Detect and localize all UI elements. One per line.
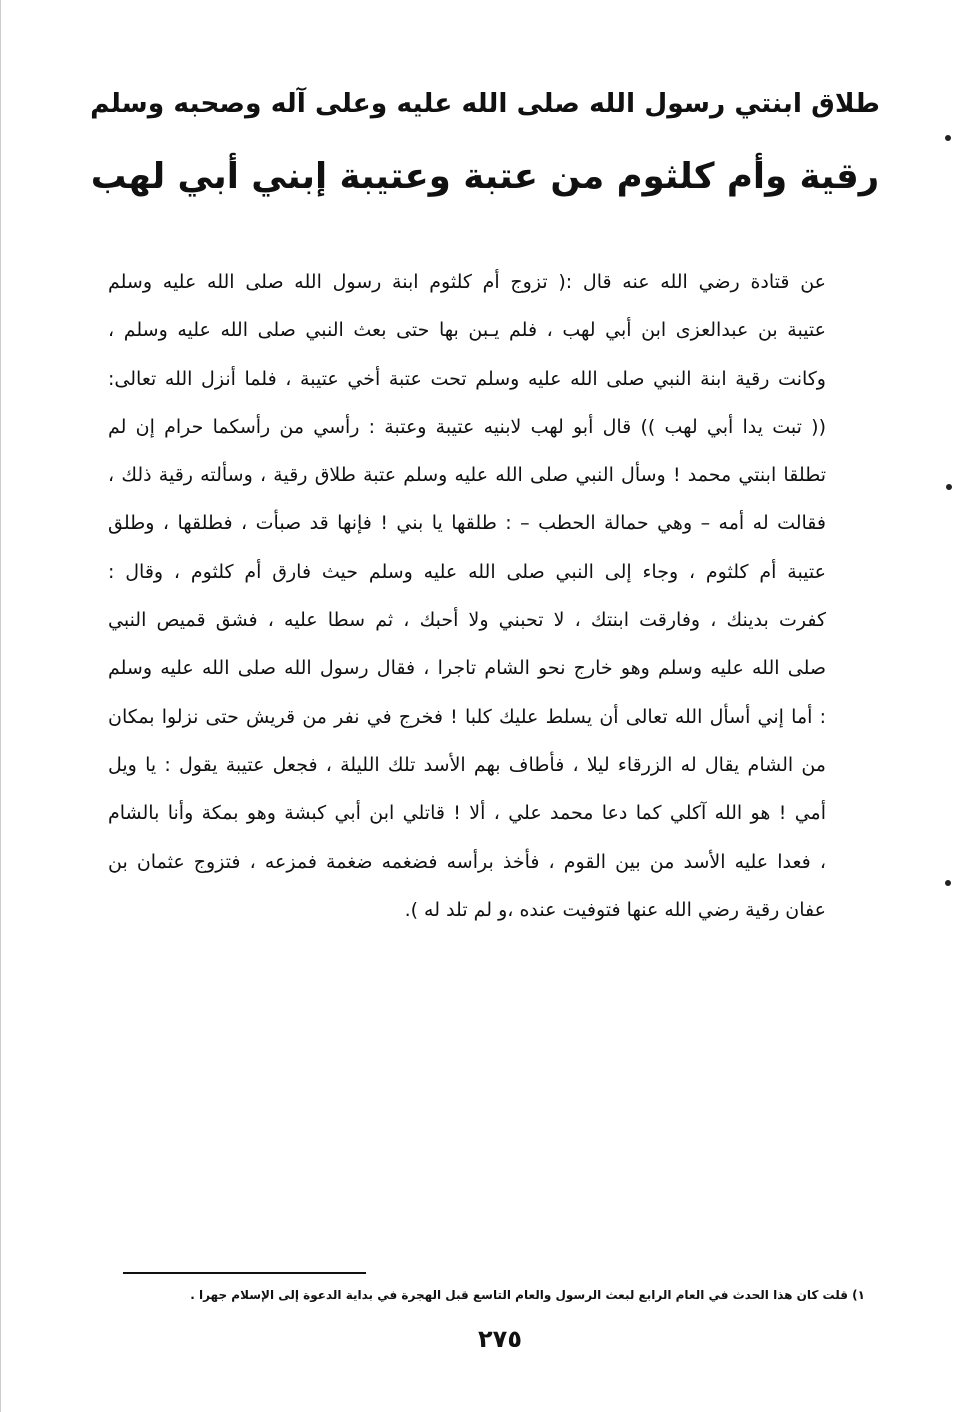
footnote: ١) قلت كان هذا الحدث في العام الرابع لبعث الرسول والعام التاسع قبل الهجرة في بداية الدعوة إلى الإسلام جهرا .	[190, 1288, 865, 1302]
body-line: من الشام يقال له الزرقاء ليلا ، فأطاف بهم الأسد تلك الليلة ، فجعل عتيبة يقول : يا ويل	[108, 753, 826, 776]
binding-hole-mark	[945, 135, 951, 141]
page-number: ٢٧٥	[478, 1325, 522, 1353]
chapter-title-line-1: طلاق ابنتي رسول الله صلى الله عليه وعلى آله وصحبه وسلم	[90, 88, 880, 119]
body-line: صلى الله عليه وسلم وهو خارج نحو الشام تاجرا ، فقال رسول الله صلى الله عليه وسلم	[108, 657, 826, 680]
body-line: أمي ! هو الله آكلي كما دعا محمد علي ، ألا ! قاتلي ابن أبي كبشة وهو بمكة وأنا بالشام	[108, 802, 826, 825]
body-line: : أما إني أسأل الله تعالى أن يسلط عليك كلبا ! فخرج في نفر من قريش حتى نزلوا بمكان	[108, 705, 826, 728]
binding-hole-mark	[945, 880, 951, 886]
footnote-separator	[123, 1272, 366, 1274]
chapter-title-line-2: رقية وأم كلثوم من عتبة وعتيبة إبني أبي لهب	[90, 156, 880, 197]
body-line: عن قتادة رضي الله عنه قال :( تزوج أم كلثوم ابنة رسول الله صلى الله عليه وسلم	[108, 271, 826, 293]
binding-hole-mark	[946, 484, 952, 490]
body-line: عتيبة بن عبدالعزى ابن أبي لهب ، فلم يـبن بها حتى بعث النبي صلى الله عليه وسلم ،	[108, 319, 826, 342]
body-line: عفان رقية رضي الله عنها فتوفيت عنده ،و لم تلد له ).	[404, 898, 826, 921]
body-line: (( تبت يدا أبي لهب )) قال أبو لهب لابنيه عتيبة وعتبة : رأسي من رأسكما حرام إن لم	[108, 415, 826, 438]
body-line: عتيبة أم كلثوم ، وجاء إلى النبي صلى الله عليه وسلم حيث فارق أم كلثوم ، وقال :	[108, 560, 826, 583]
scan-edge	[0, 0, 1, 1412]
body-line: وكانت رقية ابنة النبي صلى الله عليه وسلم تحت عتبة أخي عتيبة ، فلما أنزل الله تعالى:	[108, 367, 826, 390]
body-line: فقالت له أمه – وهي حمالة الحطب – : طلقها يا بني ! فإنها قد صبأت ، فطلقها ، وطلق	[108, 512, 826, 535]
body-line: كفرت بدينك ، وفارقت ابنتك ، لا تحبني ولا أحبك ، ثم سطا عليه ، فشق قميص النبي	[108, 609, 826, 632]
body-line: ، فعدا عليه الأسد من بين القوم ، فأخذ برأسه فضغمه ضغمة فمزعه ، فتزوج عثمان بن	[108, 850, 826, 873]
body-paragraph	[108, 258, 826, 934]
body-line: تطلقا ابنتي محمد ! وسأل النبي صلى الله عليه وسلم عتبة طلاق رقية ، وسألته رقية ذلك ،	[108, 464, 826, 487]
